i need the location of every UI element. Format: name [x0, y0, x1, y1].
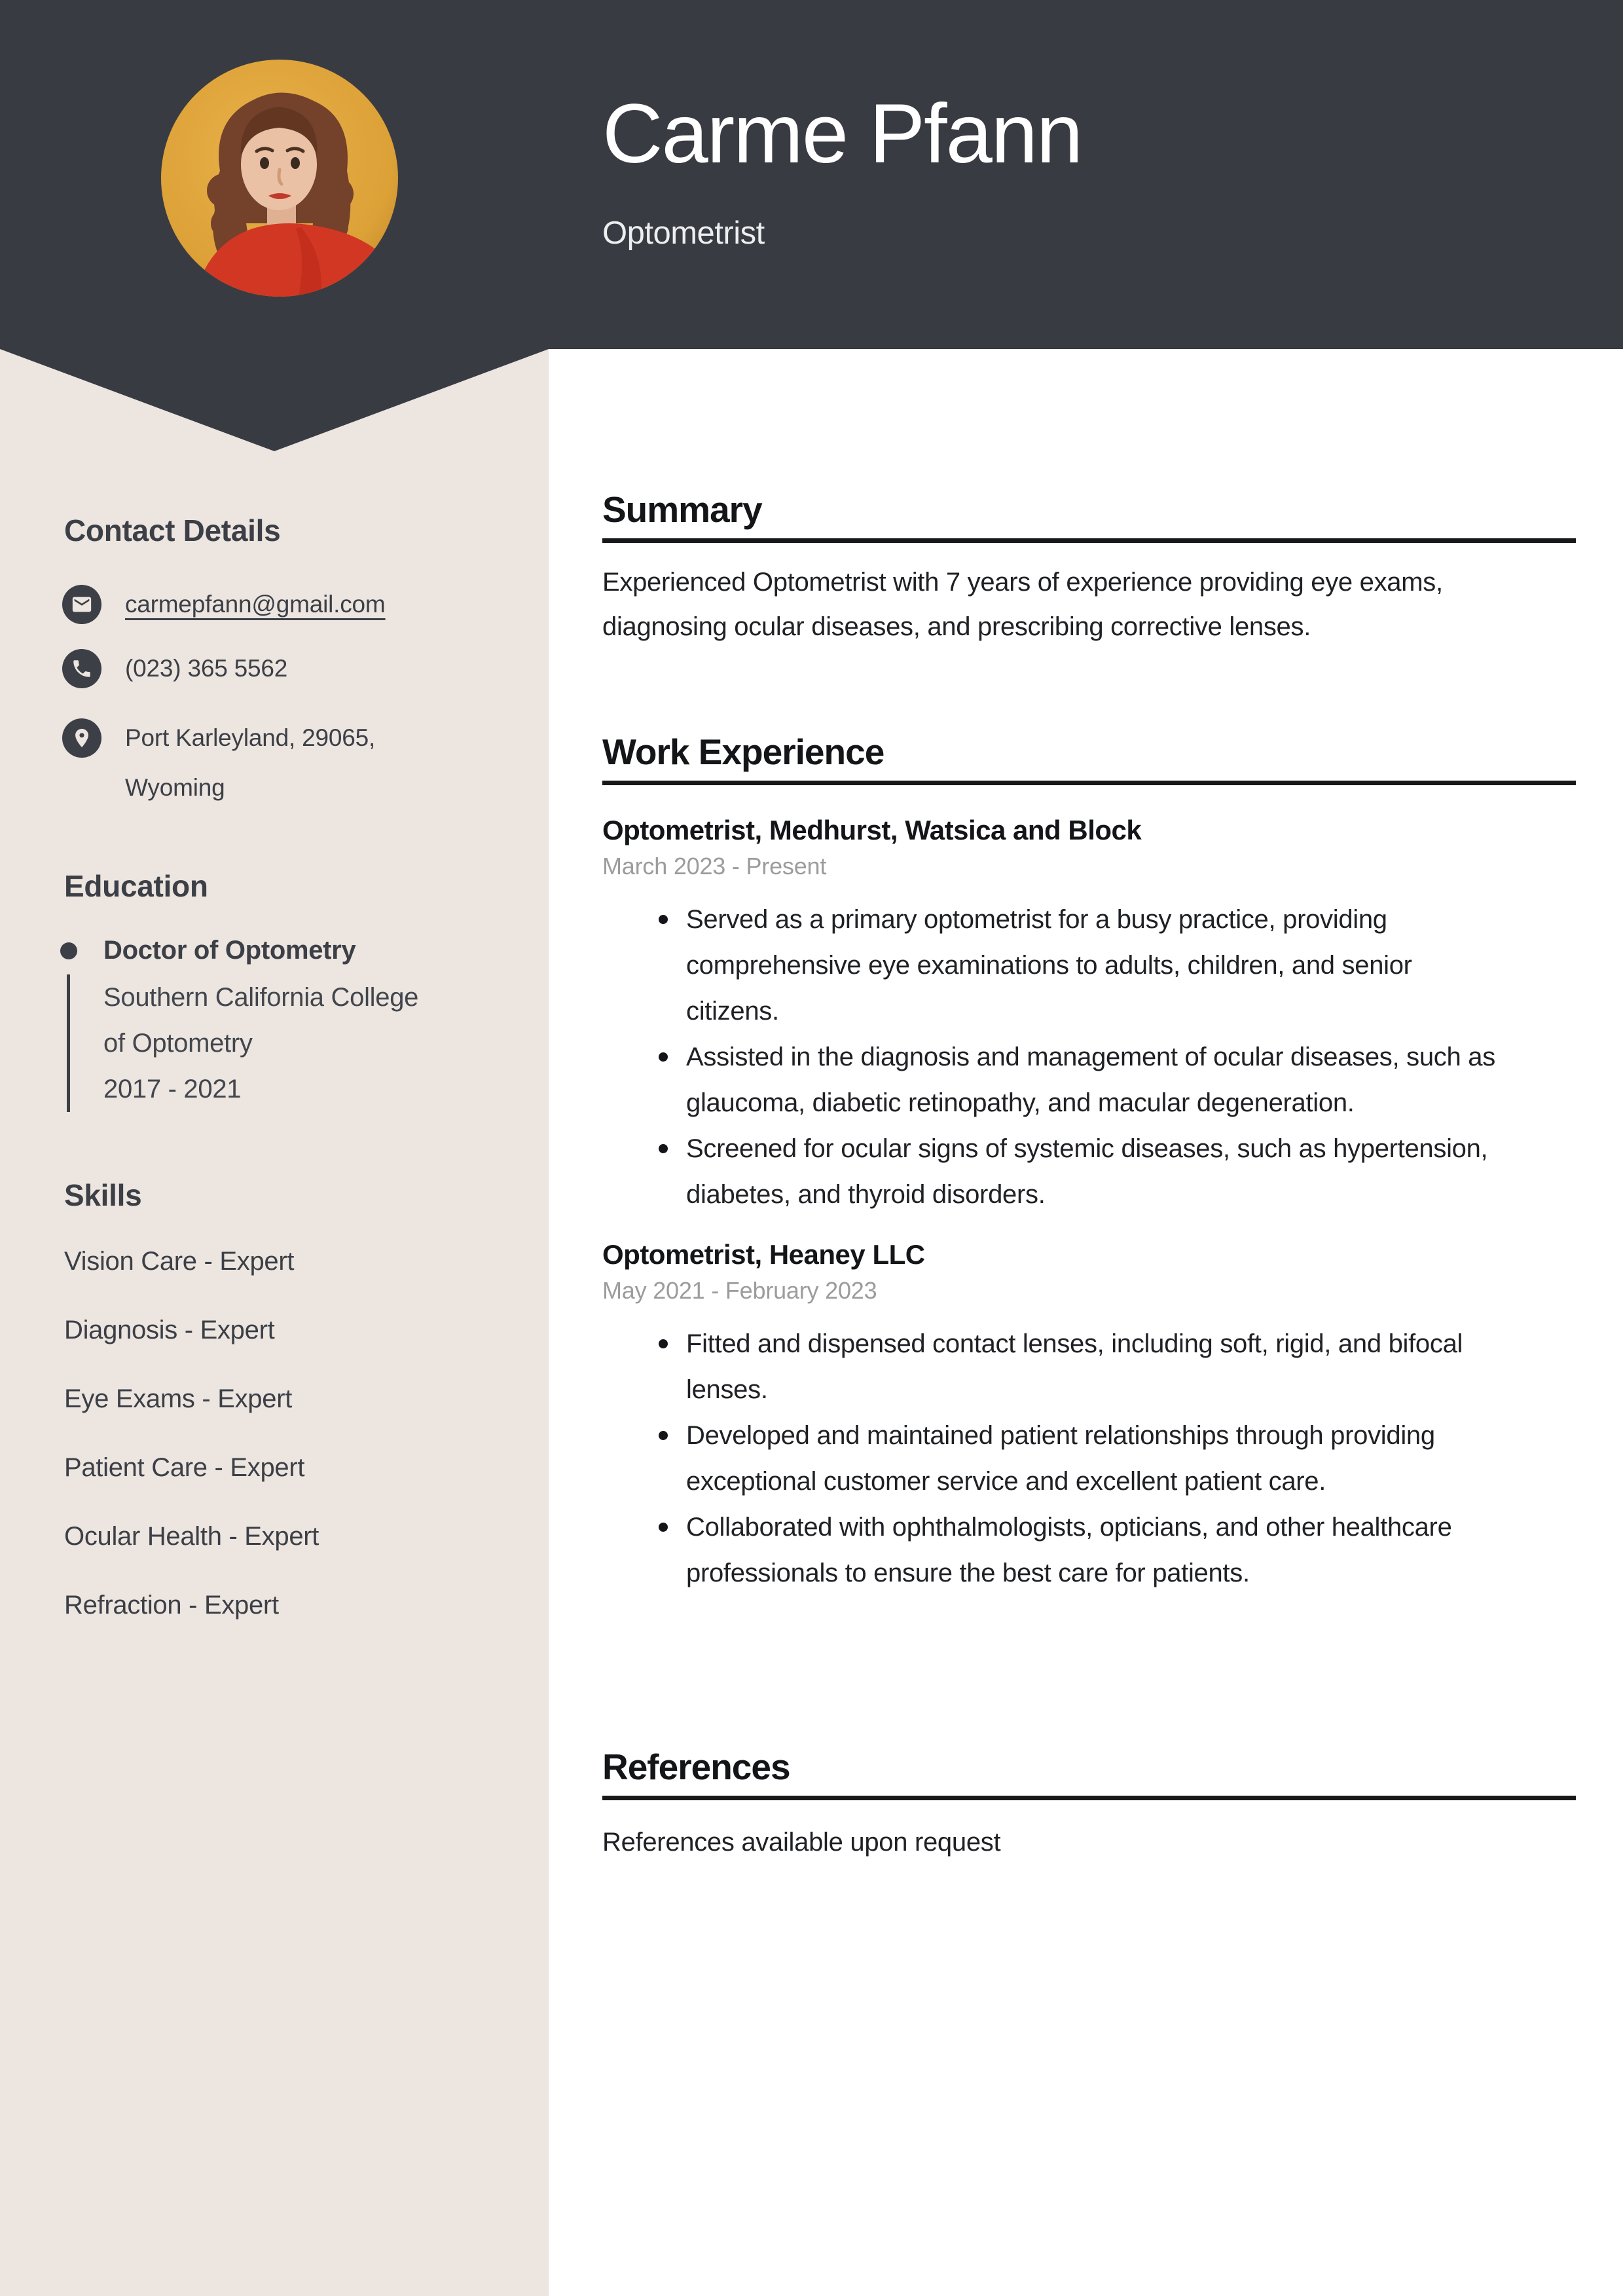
- email-link[interactable]: carmepfann@gmail.com: [125, 591, 386, 618]
- contact-list: [62, 585, 494, 838]
- work-experience-heading: Work Experience: [602, 731, 884, 772]
- skill-item: Eye Exams - Expert: [64, 1384, 293, 1413]
- job-bullet: [602, 1413, 1576, 1504]
- job-dates: March 2023 - Present: [602, 853, 827, 880]
- skill-item: Ocular Health - Expert: [64, 1522, 319, 1551]
- skill-item: Vision Care - Expert: [64, 1247, 295, 1276]
- skills-list: [64, 1246, 319, 1658]
- job-bullet-text: Served as a primary optometrist for a busy practice, providing comprehensive eye examinations to adults, children, and senior citizens.: [686, 905, 1412, 1026]
- contact-item-address: [62, 713, 494, 813]
- education-heading: Education: [64, 869, 208, 903]
- profile-photo: [161, 60, 398, 297]
- email-icon: [62, 585, 101, 624]
- summary-text: Experienced Optometrist with 7 years of experience providing eye exams, diagnosing ocular diseases, and prescribing corrective lenses.: [602, 568, 1443, 641]
- references-section: [602, 1747, 1576, 1864]
- education-degree-row: [0, 933, 498, 968]
- contact-item-phone: [62, 649, 494, 688]
- job-title: Optometrist, Medhurst, Watsica and Block: [602, 815, 1142, 845]
- bullet-dot-icon: [60, 942, 77, 959]
- profile-photo-illustration: [161, 60, 398, 297]
- job-bullet: [602, 1126, 1576, 1217]
- education-entry: [0, 933, 498, 1112]
- address: Port Karleyland, 29065, Wyoming: [125, 724, 376, 801]
- work-experience-section: [602, 732, 1576, 1596]
- job-dates: May 2021 - February 2023: [602, 1277, 877, 1304]
- contact-details-heading: Contact Details: [64, 513, 281, 547]
- phone-icon: [62, 649, 101, 688]
- section-rule: [602, 1796, 1576, 1800]
- person-name: Carme Pfann: [602, 87, 1082, 181]
- job-bullet-list: [602, 1321, 1576, 1596]
- job-bullet: [602, 1504, 1576, 1596]
- degree-title: Doctor of Optometry: [103, 936, 356, 965]
- job-entry: [602, 814, 1576, 1217]
- job-bullet-text: Collaborated with ophthalmologists, opticians, and other healthcare professionals to ensure the best care for patients.: [686, 1513, 1452, 1587]
- job-bullet: [602, 897, 1576, 1034]
- job-title: Optometrist, Heaney LLC: [602, 1239, 925, 1270]
- contact-item-email: [62, 585, 494, 624]
- education-years: 2017 - 2021: [103, 1075, 242, 1103]
- job-bullet: [602, 1034, 1576, 1126]
- job-bullet-text: Assisted in the diagnosis and management of ocular diseases, such as glaucoma, diabetic retinopathy, and macular degeneration.: [686, 1043, 1495, 1117]
- section-rule: [602, 781, 1576, 785]
- school-name: Southern California College of Optometry: [103, 983, 419, 1058]
- skills-heading: Skills: [64, 1178, 142, 1212]
- job-bullet: [602, 1321, 1576, 1413]
- job-bullet-text: Screened for ocular signs of systemic diseases, such as hypertension, diabetes, and thyroid disorders.: [686, 1134, 1488, 1209]
- header-job-title: Optometrist: [602, 215, 765, 251]
- education-details: [67, 974, 498, 1112]
- section-rule: [602, 538, 1576, 543]
- references-heading: References: [602, 1747, 790, 1787]
- skill-item: Patient Care - Expert: [64, 1453, 305, 1482]
- job-entry: [602, 1238, 1576, 1596]
- references-text: References available upon request: [602, 1828, 1001, 1857]
- summary-heading: Summary: [602, 489, 762, 530]
- summary-section: [602, 490, 1576, 649]
- phone-number: (023) 365 5562: [125, 655, 288, 682]
- skill-item: Diagnosis - Expert: [64, 1316, 275, 1344]
- job-bullet-text: Developed and maintained patient relationships through providing exceptional customer service and excellent patient care.: [686, 1421, 1435, 1496]
- job-bullet-list: [602, 897, 1576, 1217]
- skill-item: Refraction - Expert: [64, 1591, 279, 1620]
- location-pin-icon: [62, 718, 101, 758]
- job-bullet-text: Fitted and dispensed contact lenses, including soft, rigid, and bifocal lenses.: [686, 1329, 1463, 1404]
